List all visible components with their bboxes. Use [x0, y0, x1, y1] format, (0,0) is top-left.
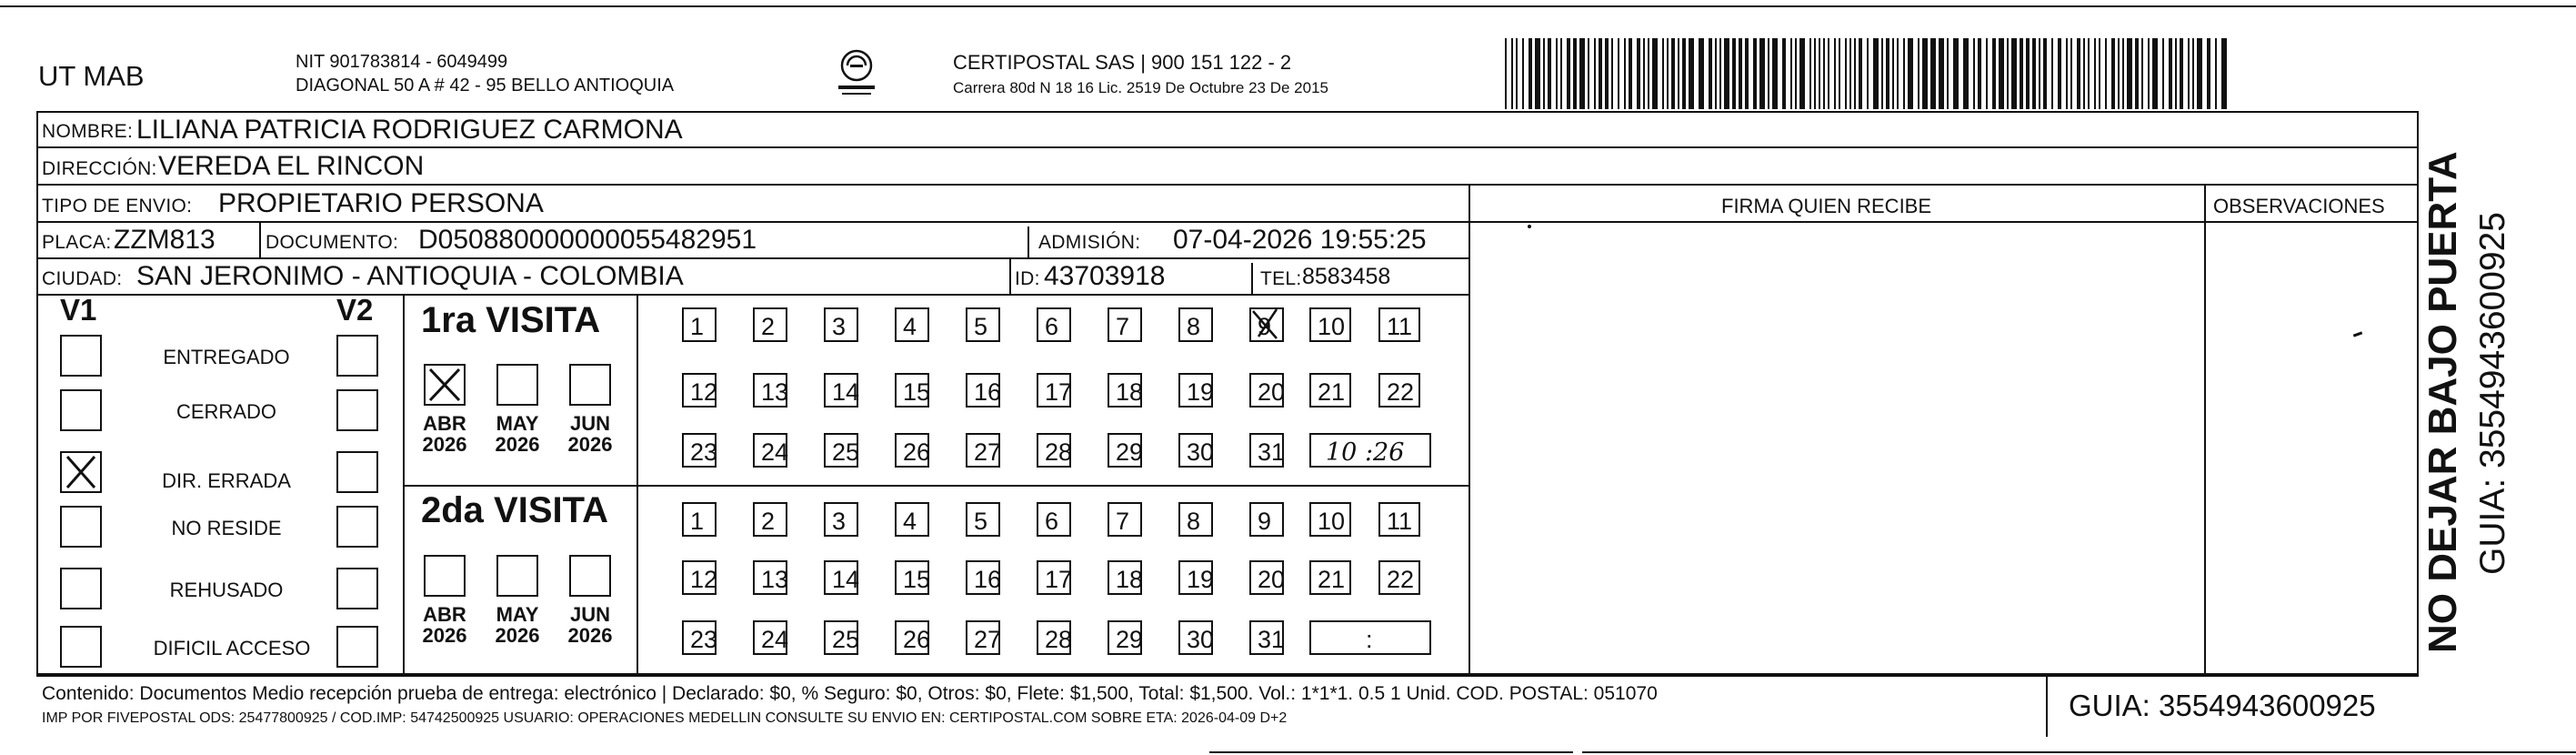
day-box[interactable]	[895, 502, 929, 537]
day-number: 30	[1187, 626, 1215, 653]
day-number: 21	[1318, 378, 1346, 406]
v2-checkbox[interactable]	[336, 451, 378, 493]
v2-checkbox[interactable]	[336, 506, 378, 548]
day-box[interactable]	[682, 502, 717, 537]
tipo-envio-label: TIPO DE ENVIO:	[42, 196, 193, 216]
day-check-mark	[1249, 306, 1286, 342]
day-number: 4	[903, 508, 917, 535]
day-box[interactable]	[682, 433, 717, 468]
day-box[interactable]	[1037, 307, 1071, 342]
footer-print-info: IMP POR FIVEPOSTAL ODS: 25477800925 / COD.IMP: 54742500925 USUARIO: OPERACIONES MEDELLIN CONSULTE SU ENVIO EN: CERTIPOSTAL.COM SOBRE ETA: 2026-04-09 D+2	[42, 710, 1288, 726]
side-notice: NO DEJAR BAJO PUERTA	[2421, 151, 2465, 653]
day-box[interactable]	[1378, 560, 1420, 595]
v1-checkbox-checked[interactable]	[60, 451, 102, 493]
day-box[interactable]	[966, 307, 1000, 342]
day-box[interactable]	[1108, 433, 1142, 468]
day-number: 31	[1258, 438, 1286, 466]
day-number: 7	[1116, 508, 1130, 535]
day-number: 17	[1045, 378, 1073, 406]
v1-header: V1	[60, 293, 97, 327]
month-checkbox[interactable]	[496, 364, 538, 406]
first-visit-title: 1ra VISITA	[421, 300, 601, 340]
day-number: 18	[1116, 378, 1144, 406]
day-number: 9	[1258, 313, 1272, 340]
v2-header: V2	[336, 293, 374, 327]
day-box[interactable]	[1108, 502, 1142, 537]
day-number: 21	[1318, 566, 1346, 593]
month-year: 2026	[422, 624, 467, 648]
day-box[interactable]	[1108, 560, 1142, 595]
day-box[interactable]	[1378, 307, 1420, 342]
day-box[interactable]	[1249, 502, 1284, 537]
placa-value: ZZM813	[114, 225, 216, 255]
v2-checkbox[interactable]	[336, 568, 378, 609]
day-number: 10	[1318, 508, 1346, 535]
cell-divider	[259, 221, 261, 257]
day-number: 14	[832, 566, 860, 593]
status-divider	[403, 294, 405, 673]
day-number: 3	[832, 313, 847, 340]
day-box[interactable]	[753, 560, 787, 595]
day-box[interactable]	[682, 307, 717, 342]
observaciones-header: OBSERVACIONES	[2213, 195, 2385, 217]
day-number: 9	[1258, 508, 1272, 535]
month-year: 2026	[495, 433, 540, 457]
day-box[interactable]	[1378, 502, 1420, 537]
month-name: ABR	[423, 412, 466, 435]
day-number: 7	[1116, 313, 1130, 340]
day-number: 14	[832, 378, 860, 406]
day-number: 16	[974, 566, 1002, 593]
day-box[interactable]	[824, 560, 858, 595]
day-box[interactable]	[824, 433, 858, 468]
status-label: DIFICIL ACCESO	[153, 637, 311, 659]
day-number: 17	[1045, 566, 1073, 593]
day-number: 2	[761, 508, 776, 535]
day-box[interactable]	[1108, 620, 1142, 655]
day-box[interactable]	[1178, 373, 1213, 408]
day-box[interactable]	[966, 502, 1000, 537]
day-box[interactable]	[824, 307, 858, 342]
day-number: 25	[832, 438, 860, 466]
signature-dot	[1528, 225, 1531, 228]
company-nit: NIT 901783814 - 6049499	[296, 52, 508, 72]
day-number: 1	[690, 313, 705, 340]
status-label: NO RESIDE	[171, 517, 282, 539]
day-box[interactable]	[753, 620, 787, 655]
month-label	[558, 413, 622, 455]
visit-time-box[interactable]	[1309, 433, 1431, 468]
day-box[interactable]	[824, 502, 858, 537]
day-number: 6	[1045, 508, 1059, 535]
footer-guia: GUIA: 3554943600925	[2069, 689, 2376, 722]
day-box[interactable]	[1108, 373, 1142, 408]
day-number: 23	[690, 626, 718, 653]
status-label: DIR. ERRADA	[162, 469, 291, 492]
day-number: 29	[1116, 438, 1144, 466]
day-box[interactable]	[1249, 433, 1284, 468]
month-year: 2026	[567, 433, 613, 457]
row-line	[36, 184, 2419, 186]
firma-column-divider	[1468, 184, 1470, 673]
admision-label: ADMISIÓN:	[1038, 232, 1141, 253]
day-number: 24	[761, 626, 789, 653]
day-number: 22	[1387, 378, 1415, 406]
cell-divider	[1009, 257, 1011, 294]
month-name: JUN	[569, 603, 610, 626]
month-label	[558, 604, 622, 646]
status-label: CERRADO	[175, 400, 276, 423]
company-address: DIAGONAL 50 A # 42 - 95 BELLO ANTIOQUIA	[296, 76, 675, 96]
day-number: 23	[690, 438, 718, 466]
day-number: 12	[690, 566, 718, 593]
day-box[interactable]	[682, 373, 717, 408]
day-box[interactable]	[753, 373, 787, 408]
v2-checkbox[interactable]	[336, 389, 378, 431]
day-box[interactable]	[1249, 620, 1284, 655]
side-guia: GUIA: 3554943600925	[2473, 212, 2512, 575]
day-box[interactable]	[824, 620, 858, 655]
day-box[interactable]	[966, 560, 1000, 595]
day-number: 18	[1116, 566, 1144, 593]
day-box-checked[interactable]	[1249, 307, 1284, 342]
day-number: 29	[1116, 626, 1144, 653]
day-box[interactable]	[1108, 307, 1142, 342]
day-number: 26	[903, 626, 931, 653]
month-checkbox[interactable]	[569, 364, 611, 406]
day-number: 19	[1187, 378, 1215, 406]
month-name: MAY	[496, 412, 539, 435]
firma-header: FIRMA QUIEN RECIBE	[1721, 195, 1932, 217]
day-box[interactable]	[753, 433, 787, 468]
observaciones-column-divider	[2204, 184, 2206, 673]
cell-divider	[1027, 226, 1029, 257]
company-name: UT MAB	[38, 60, 145, 92]
month-label	[486, 604, 549, 646]
v2-checkbox[interactable]	[336, 335, 378, 377]
month-year: 2026	[495, 624, 540, 648]
visit-time: :	[1366, 626, 1373, 653]
day-number: 11	[1387, 313, 1413, 340]
day-box[interactable]	[1037, 502, 1071, 537]
day-number: 11	[1387, 508, 1413, 535]
row-line	[36, 221, 2419, 223]
v1-checkbox[interactable]	[60, 568, 102, 609]
day-number: 15	[903, 566, 931, 593]
day-box[interactable]	[895, 560, 929, 595]
footer-divider	[2046, 673, 2048, 737]
tel-value: 8583458	[1302, 264, 1391, 289]
cell-divider	[1251, 263, 1253, 294]
day-box[interactable]	[1309, 307, 1351, 342]
v1-checkbox[interactable]	[60, 626, 102, 668]
documento-value: D050880000000055482951	[418, 225, 757, 255]
day-number: 15	[903, 378, 931, 406]
day-number: 24	[761, 438, 789, 466]
month-checkbox[interactable]	[569, 555, 611, 597]
day-box[interactable]	[895, 373, 929, 408]
day-box[interactable]	[1037, 373, 1071, 408]
id-value: 43703918	[1044, 261, 1166, 291]
day-box[interactable]	[1178, 560, 1213, 595]
top-border	[0, 5, 2576, 7]
direccion-value: VEREDA EL RINCON	[158, 151, 425, 181]
month-checkbox[interactable]	[424, 555, 466, 597]
day-box[interactable]	[966, 433, 1000, 468]
visit-separator	[403, 485, 1469, 487]
day-number: 2	[761, 313, 776, 340]
day-box[interactable]	[753, 307, 787, 342]
certipostal-resolution: Carrera 80d N 18 16 Lic. 2519 De Octubre 23 De 2015	[953, 79, 1328, 96]
day-number: 8	[1187, 508, 1201, 535]
day-number: 19	[1187, 566, 1215, 593]
bottom-line	[1209, 751, 1573, 753]
row-line	[36, 146, 2419, 148]
nombre-label: NOMBRE:	[42, 121, 134, 142]
day-box[interactable]	[895, 307, 929, 342]
ciudad-label: CIUDAD:	[42, 268, 123, 289]
day-box[interactable]	[1178, 307, 1213, 342]
day-box[interactable]	[753, 502, 787, 537]
day-number: 13	[761, 566, 789, 593]
day-box[interactable]	[1178, 620, 1213, 655]
day-box[interactable]	[1037, 560, 1071, 595]
ciudad-value: SAN JERONIMO - ANTIOQUIA - COLOMBIA	[136, 261, 684, 291]
status-label: REHUSADO	[169, 579, 284, 601]
day-box[interactable]	[682, 620, 717, 655]
day-number: 12	[690, 378, 718, 406]
visit-time-box[interactable]	[1309, 620, 1431, 655]
tipo-envio-value: PROPIETARIO PERSONA	[218, 188, 544, 218]
day-number: 20	[1258, 378, 1286, 406]
day-box[interactable]	[1037, 433, 1071, 468]
day-number: 28	[1045, 626, 1073, 653]
month-label	[486, 413, 549, 455]
tel-label: TEL:	[1260, 268, 1302, 289]
day-box[interactable]	[1309, 502, 1351, 537]
month-label	[413, 413, 476, 455]
day-box[interactable]	[895, 433, 929, 468]
day-number: 25	[832, 626, 860, 653]
month-checkbox[interactable]	[496, 555, 538, 597]
day-number: 4	[903, 313, 917, 340]
v1-checkbox[interactable]	[60, 506, 102, 548]
day-box[interactable]	[1249, 373, 1284, 408]
admision-value: 07-04-2026 19:55:25	[1173, 225, 1427, 255]
day-number: 31	[1258, 626, 1286, 653]
row-line	[36, 294, 1469, 296]
day-number: 5	[974, 313, 988, 340]
certipostal-logo-icon	[835, 45, 878, 98]
certipostal-name: CERTIPOSTAL SAS | 900 151 122 - 2	[953, 51, 1292, 74]
direccion-label: DIRECCIÓN:	[42, 158, 157, 179]
placa-label: PLACA:	[42, 232, 112, 253]
v1-checkbox[interactable]	[60, 335, 102, 377]
day-number: 5	[974, 508, 988, 535]
day-number: 30	[1187, 438, 1215, 466]
month-checkbox-checked[interactable]	[424, 364, 466, 406]
day-box[interactable]	[1309, 373, 1351, 408]
day-number: 20	[1258, 566, 1286, 593]
footer-contents: Contenido: Documentos Medio recepción prueba de entrega: electrónico | Declarado: $0, % Seguro: $0, Otros: $0, Flete: $1,500, Total: $1,500. Vol.: 1*1*1. 0.5 1 Unid. COD. POSTAL: 051070	[42, 683, 1658, 704]
day-box[interactable]	[1037, 620, 1071, 655]
month-name: ABR	[423, 603, 466, 626]
status-label: ENTREGADO	[163, 346, 290, 368]
row-line	[36, 673, 2419, 675]
month-year: 2026	[422, 433, 467, 457]
month-year: 2026	[567, 624, 613, 648]
second-visit-title: 2da VISITA	[421, 490, 608, 530]
row-line	[36, 257, 1469, 259]
barcode	[1505, 38, 2232, 109]
visit-divider	[636, 294, 638, 673]
day-box[interactable]	[1309, 560, 1351, 595]
day-box[interactable]	[1378, 373, 1420, 408]
month-name: MAY	[496, 603, 539, 626]
month-name: JUN	[569, 412, 610, 435]
day-number: 26	[903, 438, 931, 466]
day-box[interactable]	[682, 560, 717, 595]
id-label: ID:	[1015, 268, 1040, 289]
day-number: 10	[1318, 313, 1346, 340]
day-number: 28	[1045, 438, 1073, 466]
day-number: 27	[974, 438, 1002, 466]
month-label	[413, 604, 476, 646]
day-number: 6	[1045, 313, 1059, 340]
day-box[interactable]	[895, 620, 929, 655]
nombre-value: LILIANA PATRICIA RODRIGUEZ CARMONA	[136, 115, 683, 145]
v2-checkbox[interactable]	[336, 626, 378, 668]
day-box[interactable]	[1249, 560, 1284, 595]
day-number: 27	[974, 626, 1002, 653]
day-box[interactable]	[1178, 433, 1213, 468]
day-box[interactable]	[966, 620, 1000, 655]
day-number: 13	[761, 378, 789, 406]
day-number: 22	[1387, 566, 1415, 593]
day-box[interactable]	[966, 373, 1000, 408]
documento-label: DOCUMENTO:	[266, 232, 399, 253]
bottom-line	[1582, 751, 2576, 753]
day-number: 1	[690, 508, 705, 535]
day-number: 3	[832, 508, 847, 535]
v1-checkbox[interactable]	[60, 389, 102, 431]
day-number: 8	[1187, 313, 1201, 340]
day-box[interactable]	[1178, 502, 1213, 537]
day-box[interactable]	[824, 373, 858, 408]
day-number: 16	[974, 378, 1002, 406]
visit-time: 10 :26	[1326, 438, 1405, 467]
